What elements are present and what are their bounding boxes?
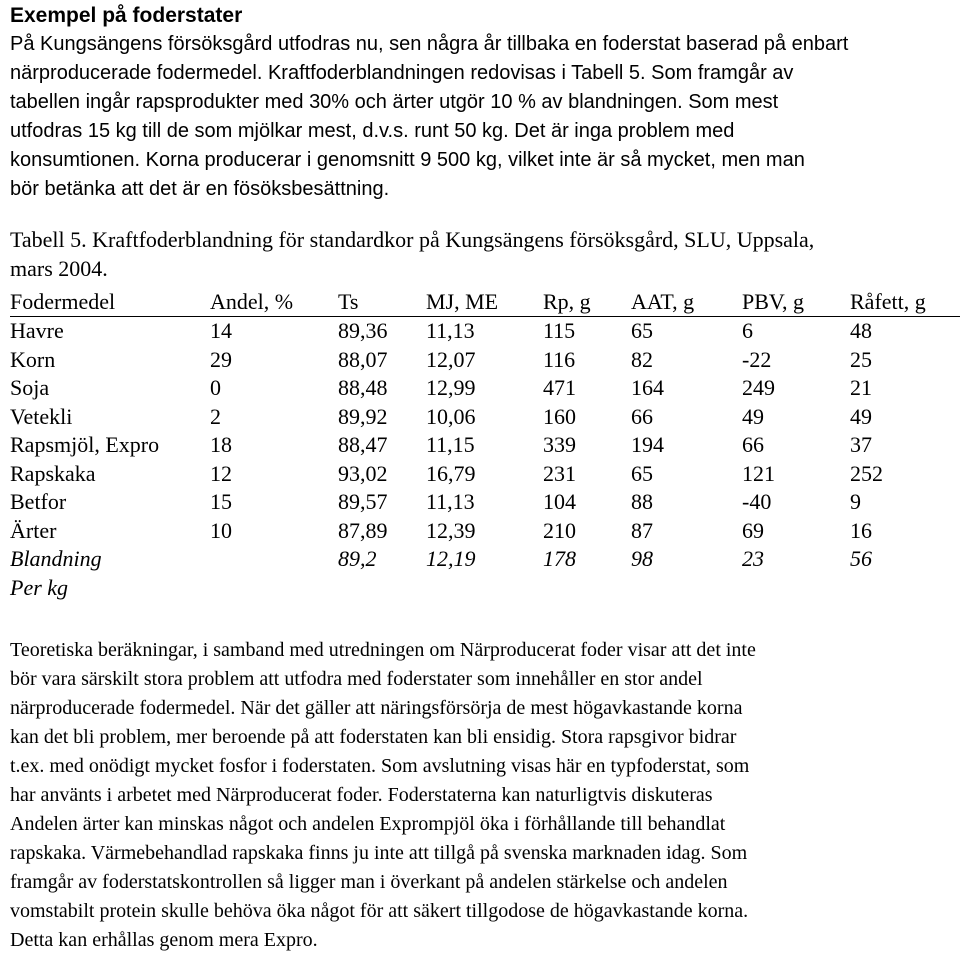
table-cell: 12,07 (426, 346, 476, 372)
intro-line: närproducerade fodermedel. Kraftfoderblandningen redovisas i Tabell 5. Som framgår av (10, 62, 794, 84)
table-row (10, 460, 960, 489)
table-cell: 121 (742, 460, 775, 486)
column-header: AAT, g (631, 287, 742, 317)
column-header: Råfett, g (850, 287, 960, 317)
table-row (10, 317, 960, 346)
section-heading: Exempel på foderstater (10, 4, 243, 27)
table-cell: 115 (543, 318, 576, 344)
conclusion-line: kan det bli problem, mer beroende på att foderstaten kan bli ensidig. Stora rapsgivor bidrar (10, 726, 737, 748)
table-row (10, 346, 960, 375)
table-row (10, 374, 960, 403)
table-row (10, 431, 960, 460)
table-row (10, 403, 960, 432)
table-cell: 471 (543, 375, 576, 401)
conclusion-line: Andelen ärter kan minskas något och andelen Exprompjöl öka i förhållande till behandlat (10, 813, 726, 835)
intro-line: utfodras 15 kg till de som mjölkar mest, d.v.s. runt 50 kg. Det är inga problem med (10, 120, 735, 142)
intro-line: konsumtionen. Korna producerar i genomsnitt 9 500 kg, vilket inte är så mycket, men man (10, 149, 805, 171)
table-cell: 89,2 (338, 546, 377, 572)
table-cell: Betfor (10, 489, 67, 515)
table-cell (543, 574, 631, 603)
table-row (10, 488, 960, 517)
conclusion-line: närproducerade fodermedel. När det gäller att näringsförsörja de mest högavkastande korna (10, 697, 743, 719)
table-cell: 116 (543, 346, 576, 372)
table-cell: Blandning (10, 546, 102, 572)
table-cell (631, 574, 742, 603)
conclusion-line: vomstabilt protein skulle behöva öka något för att säkert tillgodose de högavkastande korna. (10, 900, 749, 922)
table-cell (850, 574, 960, 603)
table-cell: 82 (631, 346, 653, 372)
table-cell: 15 (210, 489, 232, 515)
table-cell: 178 (543, 546, 576, 572)
table-row (10, 574, 960, 603)
conclusion-paragraph (10, 636, 955, 955)
intro-line: tabellen ingår rapsprodukter med 30% och ärter utgör 10 % av blandningen. Som mest (10, 91, 779, 113)
table-cell: 11,15 (426, 432, 475, 458)
table-cell: 88,48 (338, 375, 388, 401)
conclusion-line: Detta kan erhållas genom mera Expro. (10, 929, 318, 951)
table-cell: 6 (742, 318, 753, 344)
table-cell: 65 (631, 318, 653, 344)
table-body (10, 317, 960, 603)
column-header: Fodermedel (10, 287, 210, 317)
table-cell: 88 (631, 489, 653, 515)
table-cell: 87 (631, 517, 653, 543)
table-cell: 65 (631, 460, 653, 486)
table-cell: 164 (631, 375, 664, 401)
table-cell: -22 (742, 346, 772, 372)
table-cell (426, 574, 543, 603)
table-cell (338, 574, 426, 603)
table-cell: 12,39 (426, 517, 476, 543)
caption-line: mars 2004. (10, 256, 108, 281)
table-cell: -40 (742, 489, 772, 515)
intro-line: På Kungsängens försöksgård utfodras nu, sen några år tillbaka en foderstat baserad på enbart (10, 33, 849, 55)
table-cell: 104 (543, 489, 576, 515)
table-cell (210, 574, 338, 603)
table-cell: 23 (742, 546, 764, 572)
table-row (10, 545, 960, 574)
table-cell: 12 (210, 460, 232, 486)
table-cell: 194 (631, 432, 664, 458)
table-cell: 88,07 (338, 346, 388, 372)
table-cell: 16 (850, 517, 872, 543)
conclusion-line: framgår av foderstatskontrollen så ligger man i överkant på andelen stärkelse och andelen (10, 871, 728, 893)
column-header: Rp, g (543, 287, 631, 317)
table-header-row (10, 287, 960, 317)
table-cell: 49 (850, 403, 872, 429)
table-cell: Korn (10, 346, 56, 372)
table-cell: 21 (850, 375, 872, 401)
table-cell: 89,57 (338, 489, 388, 515)
table-cell: 29 (210, 346, 232, 372)
table-cell: 66 (631, 403, 653, 429)
table-caption (10, 225, 955, 283)
table-cell: 25 (850, 346, 872, 372)
table-cell: 14 (210, 318, 232, 344)
table-cell: 89,36 (338, 318, 388, 344)
table-cell: Rapskaka (10, 460, 96, 486)
table-cell: 98 (631, 546, 653, 572)
table-cell: 2 (210, 403, 221, 429)
table-cell: 10,06 (426, 403, 476, 429)
table-cell: 252 (850, 460, 883, 486)
table-cell: 37 (850, 432, 872, 458)
table-cell: 12,99 (426, 375, 476, 401)
table-cell: 18 (210, 432, 232, 458)
table-cell: 49 (742, 403, 764, 429)
table-cell: 249 (742, 375, 775, 401)
table-cell: 88,47 (338, 432, 388, 458)
table-cell: Ärter (10, 517, 57, 543)
feed-mix-table (10, 287, 960, 602)
table-cell: Rapsmjöl, Expro (10, 432, 160, 458)
table-cell (210, 545, 338, 574)
table-cell: Havre (10, 318, 64, 344)
table-cell: 12,19 (426, 546, 476, 572)
intro-paragraph (10, 30, 955, 204)
table-cell: 231 (543, 460, 576, 486)
table-cell: 11,13 (426, 489, 475, 515)
table-cell: Per kg (10, 574, 69, 600)
table-cell: 89,92 (338, 403, 388, 429)
table-cell: 66 (742, 432, 764, 458)
column-header: PBV, g (742, 287, 850, 317)
table-cell: Vetekli (10, 403, 73, 429)
conclusion-line: t.ex. med onödigt mycket fosfor i foderstaten. Som avslutning visas här en typfoderstat, som (10, 755, 750, 777)
table-row (10, 517, 960, 546)
table-cell: Soja (10, 375, 50, 401)
table-cell: 160 (543, 403, 576, 429)
table-cell: 48 (850, 318, 872, 344)
table-cell (742, 574, 850, 603)
conclusion-line: bör vara särskilt stora problem att utfodra med foderstater som innehåller en stor andel (10, 668, 703, 690)
conclusion-line: Teoretiska beräkningar, i samband med utredningen om Närproducerat foder visar att det inte (10, 639, 756, 661)
table-cell: 16,79 (426, 460, 476, 486)
table-cell: 69 (742, 517, 764, 543)
table-cell: 87,89 (338, 517, 388, 543)
column-header: MJ, ME (426, 287, 543, 317)
table-cell: 9 (850, 489, 861, 515)
caption-line: Tabell 5. Kraftfoderblandning för standardkor på Kungsängens försöksgård, SLU, Uppsala, (10, 227, 815, 252)
conclusion-line: har använts i arbetet med Närproducerat foder. Foderstaterna kan naturligtvis diskuteras (10, 784, 713, 806)
intro-line: bör betänka att det är en fösöksbesättning. (10, 178, 390, 200)
column-header: Andel, % (210, 287, 338, 317)
table-cell: 56 (850, 546, 872, 572)
column-header: Ts (338, 287, 426, 317)
conclusion-line: rapskaka. Värmebehandlad rapskaka finns ju inte att tillgå på svenska marknaden idag. Som (10, 842, 748, 864)
table-cell: 93,02 (338, 460, 388, 486)
table-cell: 210 (543, 517, 576, 543)
table-cell: 339 (543, 432, 576, 458)
table-cell: 10 (210, 517, 232, 543)
table-cell: 11,13 (426, 318, 475, 344)
table-cell: 0 (210, 375, 221, 401)
